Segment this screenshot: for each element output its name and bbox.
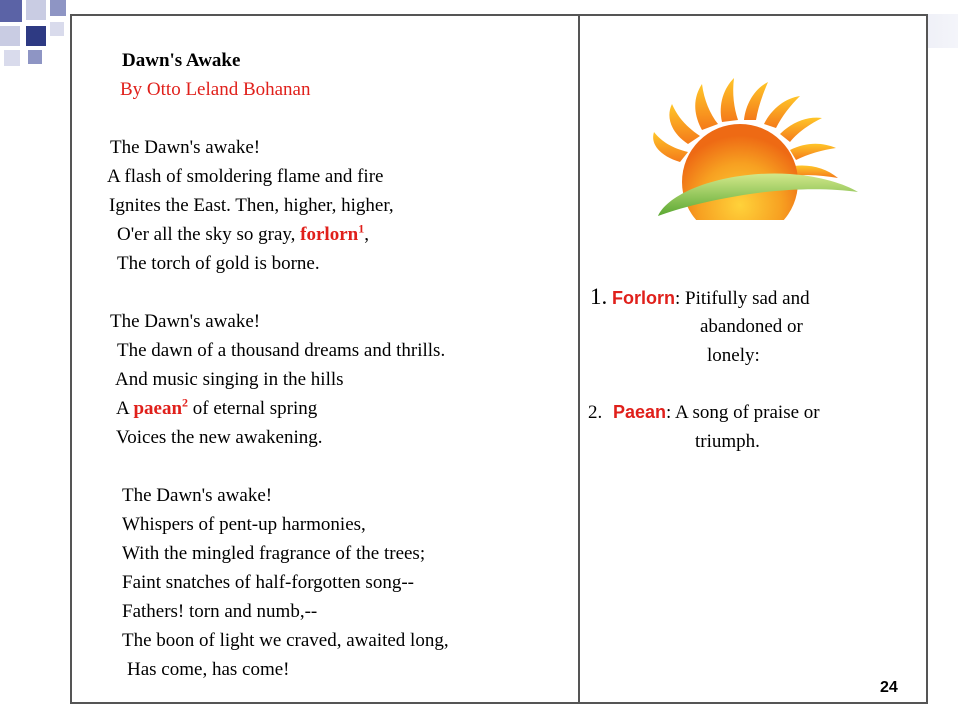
stanza3-line3: With the mingled fragrance of the trees;: [122, 543, 426, 564]
stanza2-line4: [116, 394, 317, 423]
stanza2-line3: And music singing in the hills: [115, 369, 344, 390]
footnote-2-definition: : A song of praise or: [666, 402, 820, 423]
footnote-2-number: 2.: [588, 402, 603, 423]
stanza2-line4-start: A: [116, 398, 134, 419]
stanza2-line2: The dawn of a thousand dreams and thrills.: [117, 340, 446, 361]
stanza1-line4-text: O'er all the sky so gray,: [117, 224, 301, 245]
footnote-1: [590, 284, 810, 310]
footnote-marker-2: 2: [182, 395, 189, 410]
stanza1-line1: The Dawn's awake!: [110, 137, 261, 158]
footnote-1-line2: abandoned or: [700, 316, 803, 337]
stanza1-line3: Ignites the East. Then, higher, higher,: [109, 195, 394, 216]
stanza3-line2: Whispers of pent-up harmonies,: [122, 514, 366, 535]
footnote-marker-1: 1: [358, 221, 365, 236]
stanza1-line4: [117, 220, 369, 249]
footnote-word-forlorn: [300, 221, 365, 245]
column-divider: [578, 14, 580, 704]
stanza1-line5: The torch of gold is borne.: [117, 253, 320, 274]
footnote-1-definition: : Pitifully sad and: [675, 288, 810, 309]
stanza3-line5: Fathers! torn and numb,--: [122, 601, 318, 622]
stanza3-line4: Faint snatches of half-forgotten song--: [122, 572, 414, 593]
footnote-1-number: 1.: [590, 284, 608, 309]
stanza2-line1: The Dawn's awake!: [110, 311, 261, 332]
stanza2-line5: Voices the new awakening.: [116, 427, 323, 448]
rising-sun-icon: [640, 70, 870, 220]
poem-author: By Otto Leland Bohanan: [120, 79, 311, 100]
stanza1-line2: A flash of smoldering flame and fire: [107, 166, 384, 187]
poem-title: Dawn's Awake: [122, 50, 241, 71]
footnote-2: [588, 402, 820, 424]
paean-word: paean: [133, 398, 183, 419]
forlorn-word: forlorn: [300, 224, 359, 245]
stanza1-line4-end: ,: [364, 224, 369, 245]
footnote-2-term: Paean: [613, 402, 667, 422]
footnote-word-paean: [133, 395, 189, 419]
footnote-2-line2: triumph.: [695, 431, 760, 452]
stanza3-line6: The boon of light we craved, awaited long,: [122, 630, 449, 651]
page-number: 24: [880, 679, 898, 696]
footnote-1-line3: lonely:: [707, 345, 760, 366]
stanza3-line1: The Dawn's awake!: [122, 485, 273, 506]
stanza2-line4-end: of eternal spring: [188, 398, 318, 419]
footnote-1-term: Forlorn: [612, 288, 675, 308]
stanza3-line7: Has come, has come!: [127, 659, 290, 680]
